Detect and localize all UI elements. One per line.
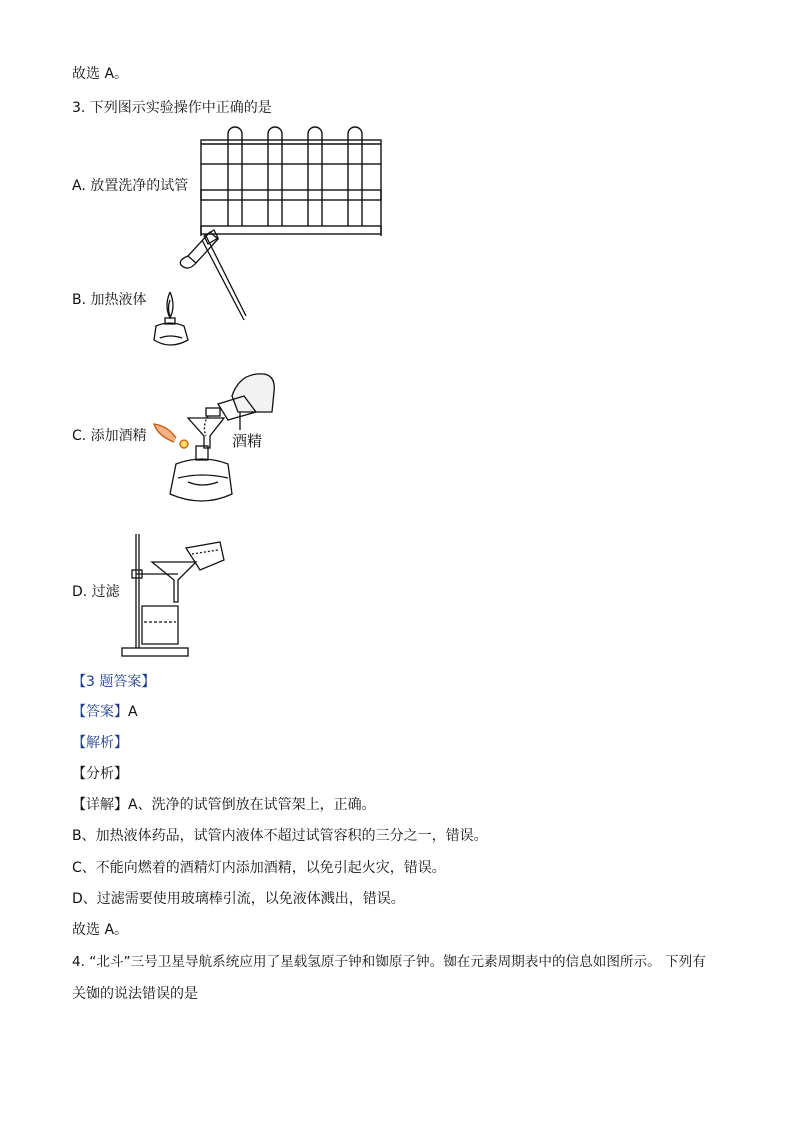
- detail-d-line: D、过滤需要使用玻璃棒引流，以免液体溅出，错误。: [72, 891, 405, 907]
- detail-a-line: [72, 795, 376, 815]
- answer-header: 【3 题答案】: [72, 674, 156, 690]
- detail-a-text: A、洗净的试管倒放在试管架上，正确。: [128, 797, 376, 813]
- question-3-stem: 3. 下列图示实验操作中正确的是: [72, 100, 272, 116]
- answer-line: [72, 702, 138, 722]
- question-4-line-2: 关铷的说法错误的是: [72, 986, 198, 1002]
- option-a-label: A. 放置洗净的试管: [72, 178, 189, 194]
- option-d-label: D. 过滤: [72, 584, 120, 600]
- detail-tag: 【详解】: [72, 797, 128, 813]
- intro-line: 故选 A。: [72, 66, 129, 82]
- heating-liquid-figure: [148, 226, 248, 350]
- test-tube-rack-figure: [196, 130, 386, 240]
- adding-alcohol-figure: [148, 366, 288, 508]
- filtration-figure: [120, 530, 230, 660]
- answer-value: A: [128, 704, 138, 720]
- detail-b-line: B、加热液体药品，试管内液体不超过试管容积的三分之一，错误。: [72, 828, 488, 844]
- alcohol-label: 酒精: [232, 432, 263, 450]
- answer-tag: 【答案】: [72, 704, 128, 720]
- detail-c-line: C、不能向燃着的酒精灯内添加酒精，以免引起火灾，错误。: [72, 860, 446, 876]
- fenxi-header: 【分析】: [72, 766, 128, 782]
- conclusion-line: 故选 A。: [72, 922, 129, 938]
- analysis-header: 【解析】: [72, 735, 128, 751]
- option-c-label: C. 添加酒精: [72, 428, 147, 444]
- option-b-label: B. 加热液体: [72, 292, 147, 308]
- question-4-line-1: 4. “北斗”三号卫星导航系统应用了星载氢原子钟和铷原子钟。铷在元素周期表中的信息如图所示。 下列有: [72, 954, 706, 970]
